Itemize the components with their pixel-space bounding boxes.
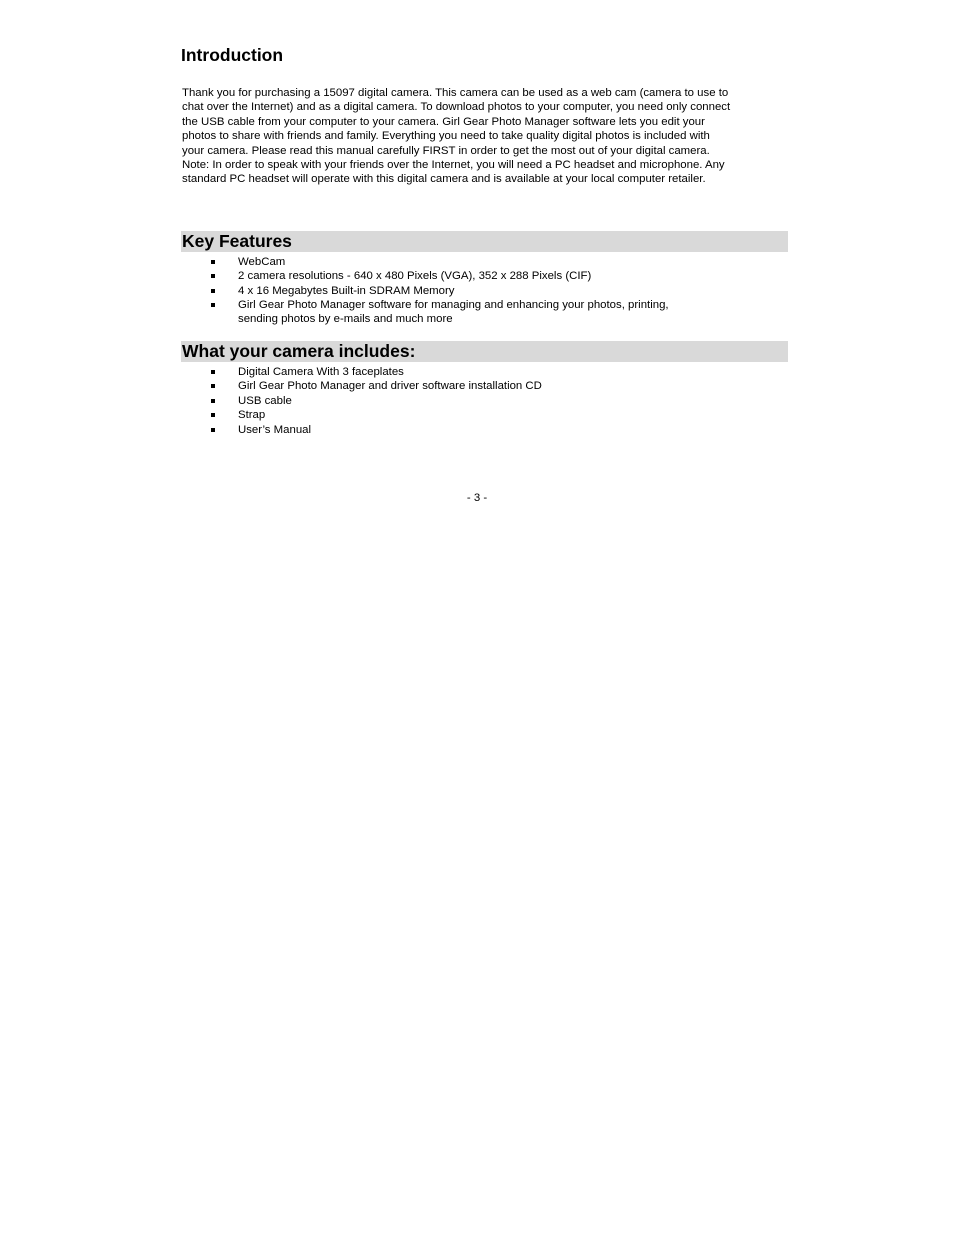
intro-line: your camera. Please read this manual carefully FIRST in order to get the most out of your digital camera. [182, 144, 710, 157]
list-item [181, 255, 788, 269]
bullet-icon [211, 428, 215, 432]
list-item-text: Strap [238, 409, 266, 422]
list-item [181, 423, 788, 437]
list-item [181, 379, 788, 393]
intro-line: chat over the Internet) and as a digital camera. To download photos to your computer, you need only connect [182, 101, 731, 114]
list-item-text: 4 x 16 Megabytes Built-in SDRAM Memory [238, 284, 455, 297]
bullet-icon [211, 274, 215, 278]
list-item [181, 408, 788, 422]
intro-line: photos to share with friends and family. Everything you need to take quality digital photos is included with [182, 130, 710, 143]
page-content [181, 44, 788, 437]
intro-line: the USB cable from your computer to your camera. Girl Gear Photo Manager software lets you edit your [182, 115, 705, 128]
list-item [181, 365, 788, 379]
list-item-text: WebCam [238, 255, 286, 268]
bullet-icon [211, 303, 215, 307]
list-item-text: USB cable [238, 394, 292, 407]
bullet-icon [211, 260, 215, 264]
list-item-text: Girl Gear Photo Manager software for managing and enhancing your photos, printing, [238, 299, 669, 312]
list-item [181, 284, 788, 298]
list-item [181, 269, 788, 283]
intro-line: standard PC headset will operate with this digital camera and is available at your local computer retailer. [182, 173, 706, 186]
intro-line: Note: In order to speak with your friends over the Internet, you will need a PC headset and microphone. Any [182, 159, 725, 172]
list-item-text: Digital Camera With 3 faceplates [238, 365, 404, 378]
bullet-icon [211, 399, 215, 403]
list-item [181, 394, 788, 408]
list-item-text: sending photos by e-mails and much more [238, 313, 453, 326]
list-item [181, 298, 788, 327]
bullet-icon [211, 413, 215, 417]
page-number: - 3 - [466, 492, 488, 504]
introduction-heading: Introduction [181, 45, 284, 65]
list-item-text: Girl Gear Photo Manager and driver software installation CD [238, 380, 542, 393]
introduction-paragraph [182, 86, 788, 187]
key-features-list [181, 255, 788, 327]
key-features-heading: Key Features [181, 231, 788, 252]
list-item-text: 2 camera resolutions - 640 x 480 Pixels (VGA), 352 x 288 Pixels (CIF) [238, 270, 592, 283]
list-item-text: User’s Manual [238, 423, 312, 436]
bullet-icon [211, 384, 215, 388]
includes-heading: What your camera includes: [181, 341, 788, 362]
bullet-icon [211, 289, 215, 293]
includes-list [181, 365, 788, 437]
bullet-icon [211, 370, 215, 374]
intro-line: Thank you for purchasing a 15097 digital camera. This camera can be used as a web cam (camera to use to [182, 87, 729, 99]
